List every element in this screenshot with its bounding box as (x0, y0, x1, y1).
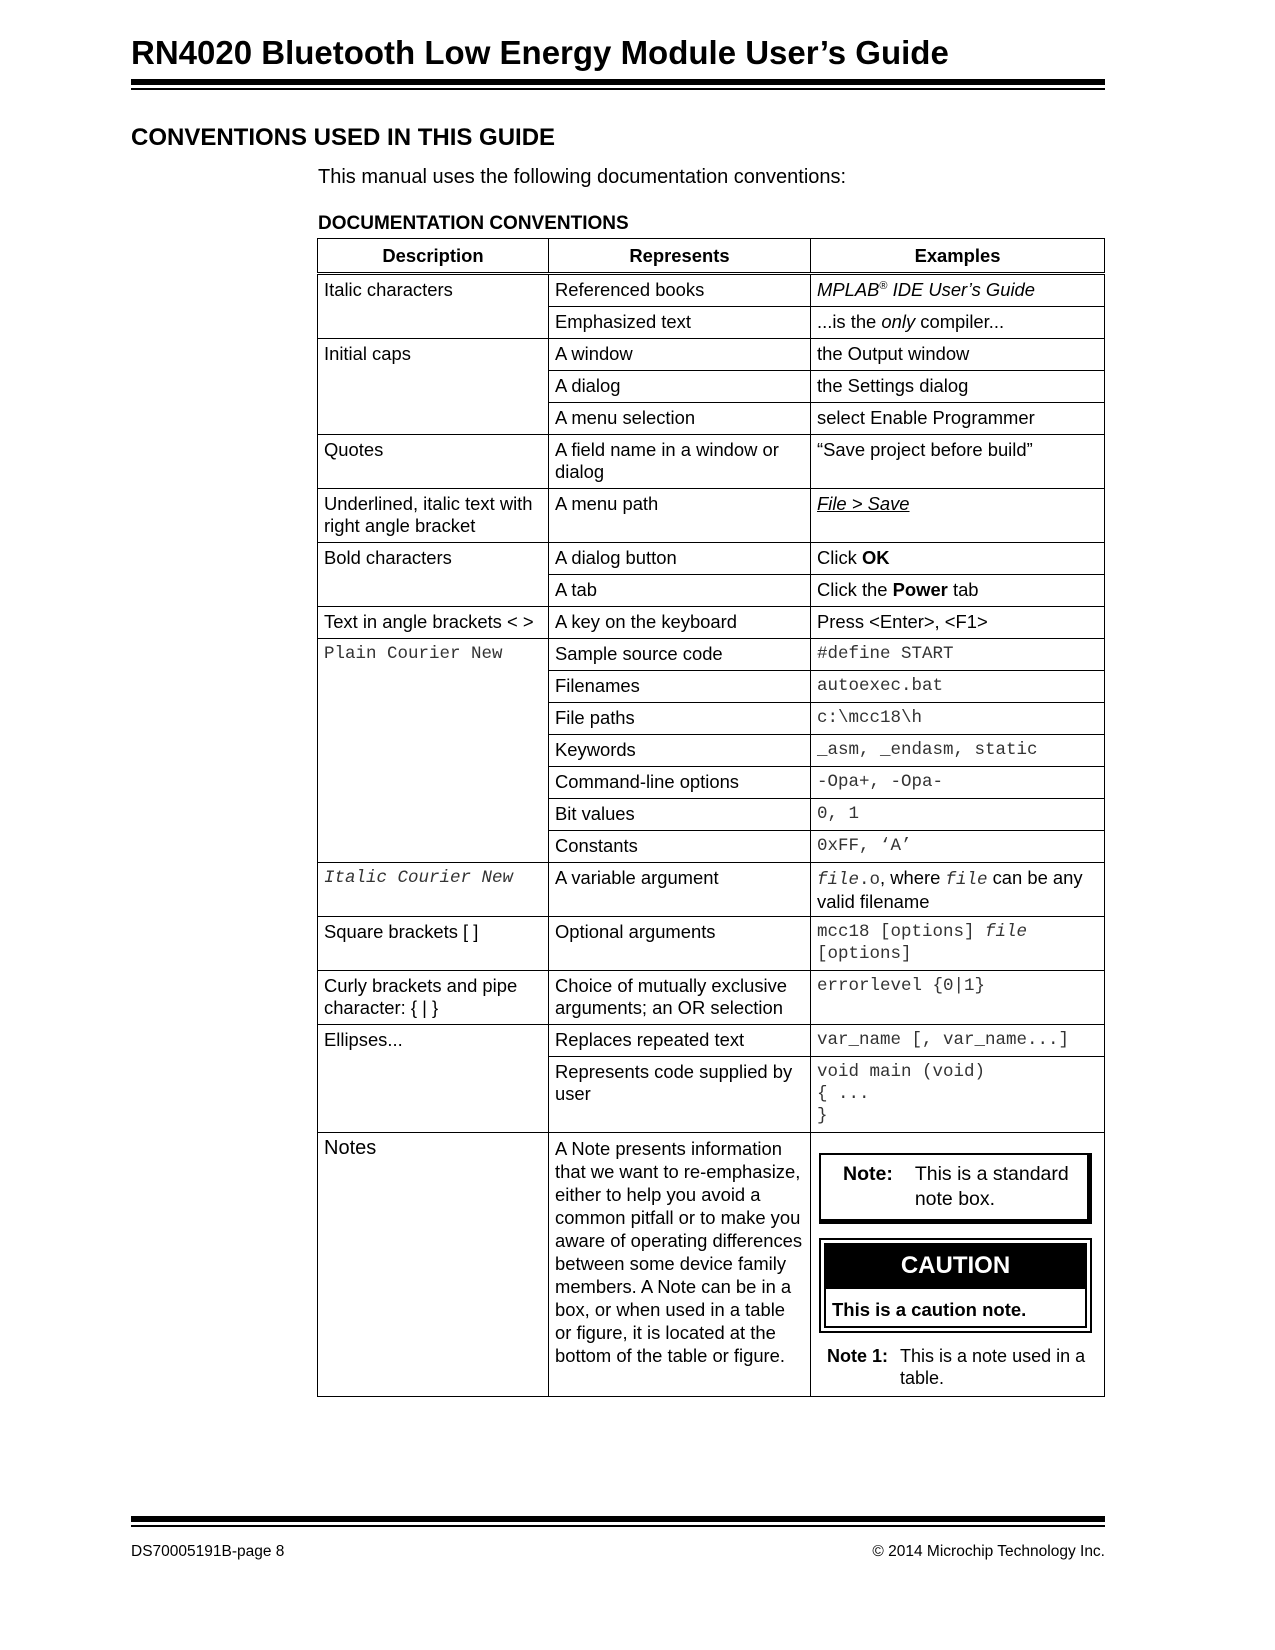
example-text: Click the (817, 579, 893, 600)
menu-path-example: File > Save (817, 493, 910, 514)
rep-cell: Emphasized text (549, 307, 811, 339)
example-cell: -Opa+, -Opa- (811, 767, 1105, 799)
conventions-table (317, 238, 1105, 1397)
table-row (318, 971, 1105, 1025)
desc-cell: Underlined, italic text with right angle bracket (318, 489, 549, 543)
rep-cell: A menu path (549, 489, 811, 543)
example-text: can be any valid filename (817, 867, 1083, 912)
example-cell (811, 917, 1105, 971)
example-cell (811, 1133, 1105, 1397)
example-cell (811, 489, 1105, 543)
example-cell: the Settings dialog (811, 371, 1105, 403)
example-italic-rest: IDE User’s Guide (887, 279, 1035, 300)
rep-cell: A dialog (549, 371, 811, 403)
rep-cell: A field name in a window or dialog (549, 435, 811, 489)
example-emphasis: only (881, 311, 916, 332)
example-text: compiler... (915, 311, 1005, 332)
caution-inner (824, 1289, 1087, 1328)
example-cell (811, 307, 1105, 339)
header-description: Description (318, 239, 549, 274)
desc-cell: Curly brackets and pipe character: { | } (318, 971, 549, 1025)
table-note-label: Note 1: (827, 1346, 889, 1366)
example-cell (811, 1057, 1105, 1133)
footer-copyright: © 2014 Microchip Technology Inc. (872, 1543, 1105, 1560)
example-cell (811, 863, 1105, 917)
example-cell: the Output window (811, 339, 1105, 371)
example-cell (811, 274, 1105, 307)
rep-cell: Referenced books (549, 274, 811, 307)
table-row (318, 339, 1105, 371)
rep-cell: A Note presents information that we want to re-emphasize, either to help you avoid a common pitfall or to make you aware of operating differences between some device family members. A Note can be in a box, or when used in a table or figure, it is located at the bottom of the table or figure. (549, 1133, 811, 1397)
table-row (318, 489, 1105, 543)
table-row (318, 917, 1105, 971)
table-row (318, 639, 1105, 671)
example-text: Click (817, 547, 862, 568)
example-code-italic: file (817, 870, 860, 890)
desc-cell: Ellipses... (318, 1025, 549, 1133)
rep-cell: A variable argument (549, 863, 811, 917)
example-bold: Power (892, 579, 948, 600)
code-line: void main (void) (817, 1062, 986, 1082)
table-caption: DOCUMENTATION CONVENTIONS (318, 213, 629, 234)
example-cell: _asm, _endasm, static (811, 735, 1105, 767)
caution-title: CAUTION (824, 1243, 1087, 1289)
table-row (318, 543, 1105, 575)
rep-cell: Keywords (549, 735, 811, 767)
example-text: , where (880, 867, 946, 888)
rep-cell: Filenames (549, 671, 811, 703)
example-code: mcc18 [options] (817, 922, 986, 942)
example-code: [options] (817, 944, 912, 964)
rep-cell: Command-line options (549, 767, 811, 799)
rep-cell: Sample source code (549, 639, 811, 671)
example-code: .o (859, 870, 881, 890)
example-text: tab (947, 579, 979, 600)
example-cell: “Save project before build” (811, 435, 1105, 489)
rep-cell: File paths (549, 703, 811, 735)
header-rule-thin (131, 88, 1105, 90)
table-row (318, 863, 1105, 917)
header-rule (131, 79, 1105, 85)
footer-doc-id: DS70005191B-page 8 (131, 1543, 285, 1560)
rep-cell: Represents code supplied by user (549, 1057, 811, 1133)
footer-rule-thin (131, 1525, 1105, 1527)
footer-rule (131, 1516, 1105, 1522)
rep-cell: A tab (549, 575, 811, 607)
rep-cell: Bit values (549, 799, 811, 831)
caution-box (819, 1238, 1092, 1333)
desc-cell: Bold characters (318, 543, 549, 607)
table-note (827, 1345, 1098, 1389)
example-cell (811, 543, 1105, 575)
rep-cell: Replaces repeated text (549, 1025, 811, 1057)
code-line: { ... (817, 1084, 870, 1104)
registered-mark: ® (879, 279, 888, 292)
rep-cell: A key on the keyboard (549, 607, 811, 639)
example-text: ...is the (817, 311, 882, 332)
document-title: RN4020 Bluetooth Low Energy Module User’s Guide (131, 34, 949, 71)
table-row (318, 274, 1105, 307)
desc-cell: Square brackets [ ] (318, 917, 549, 971)
rep-cell: A window (549, 339, 811, 371)
example-cell: 0xFF, ‘A’ (811, 831, 1105, 863)
caution-text: This is a caution note. (832, 1299, 1027, 1320)
intro-text: This manual uses the following documentation conventions: (318, 166, 847, 188)
table-row (318, 1133, 1105, 1397)
table-row (318, 1025, 1105, 1057)
code-line: } (817, 1106, 828, 1126)
desc-cell: Quotes (318, 435, 549, 489)
example-cell: c:\mcc18\h (811, 703, 1105, 735)
note-box (819, 1153, 1092, 1224)
table-row (318, 435, 1105, 489)
note-label: Note: (843, 1163, 893, 1185)
example-italic: MPLAB (817, 279, 880, 300)
example-cell: errorlevel {0|1} (811, 971, 1105, 1025)
table-header-row (318, 239, 1105, 274)
desc-cell: Italic characters (318, 274, 549, 339)
header-represents: Represents (549, 239, 811, 274)
note-text: This is a standard note box. (914, 1163, 1069, 1210)
example-bold: OK (861, 547, 890, 568)
example-cell: autoexec.bat (811, 671, 1105, 703)
table-row (318, 607, 1105, 639)
example-cell: var_name [, var_name...] (811, 1025, 1105, 1057)
section-heading: CONVENTIONS USED IN THIS GUIDE (131, 124, 556, 151)
example-cell: Press <Enter>, <F1> (811, 607, 1105, 639)
example-code-italic: file (945, 870, 988, 890)
desc-cell: Initial caps (318, 339, 549, 435)
example-cell (811, 575, 1105, 607)
rep-cell: A menu selection (549, 403, 811, 435)
rep-cell: Constants (549, 831, 811, 863)
rep-cell: Optional arguments (549, 917, 811, 971)
desc-cell: Italic Courier New (318, 863, 549, 917)
header-examples: Examples (811, 239, 1105, 274)
table-note-text: This is a note used in a table. (900, 1346, 1086, 1388)
example-cell: #define START (811, 639, 1105, 671)
example-cell: 0, 1 (811, 799, 1105, 831)
rep-cell: Choice of mutually exclusive arguments; an OR selection (549, 971, 811, 1025)
example-cell: select Enable Programmer (811, 403, 1105, 435)
desc-cell: Plain Courier New (318, 639, 549, 863)
desc-cell: Notes (318, 1133, 549, 1397)
example-code-italic: file (985, 922, 1028, 942)
desc-cell: Text in angle brackets < > (318, 607, 549, 639)
rep-cell: A dialog button (549, 543, 811, 575)
